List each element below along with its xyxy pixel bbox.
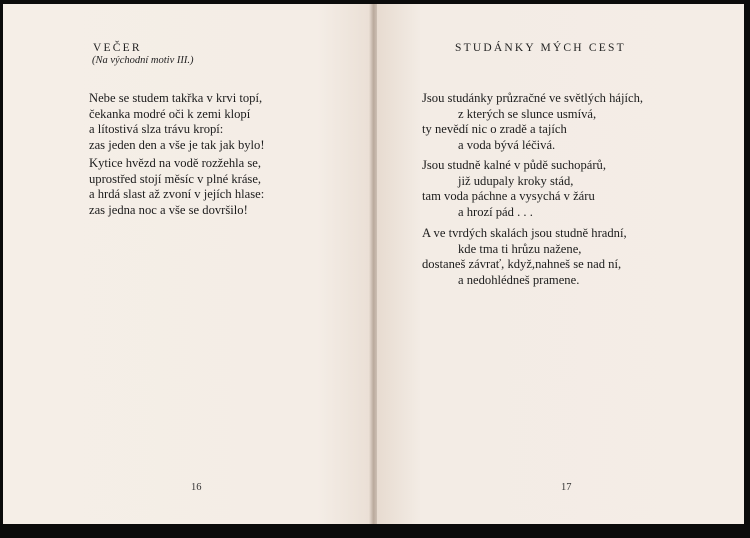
- poem-line: Nebe se studem takřka v krvi topí,: [89, 91, 263, 105]
- right-page: [377, 4, 744, 524]
- left-page: [3, 4, 373, 524]
- stanza: [422, 226, 627, 288]
- poem-line: Jsou studně kalné v půdě suchopárů,: [422, 158, 606, 172]
- page-number: 17: [561, 482, 572, 493]
- poem-line: již udupaly kroky stád,: [458, 173, 574, 188]
- poem-line: a nedohlédneš pramene.: [458, 272, 580, 287]
- poem-line: kde tma ti hrůzu nažene,: [458, 241, 582, 256]
- poem-line: A ve tvrdých skalách jsou studně hradní,: [422, 226, 627, 240]
- poem-subtitle: (Na východní motiv III.): [92, 55, 194, 66]
- poem-line: čekanka modré oči k zemi klopí: [89, 106, 251, 121]
- poem-line: Kytice hvězd na vodě rozžehla se,: [89, 156, 262, 170]
- stanza: [89, 91, 265, 153]
- poem-line: a voda bývá léčivá.: [458, 137, 556, 152]
- stanza: [89, 156, 264, 218]
- poem-line: zas jedna noc a vše se dovršilo!: [89, 202, 248, 217]
- poem-line: zas jeden den a vše je tak jak bylo!: [89, 137, 265, 152]
- poem-line: a hrozí pád . . .: [458, 204, 533, 219]
- stanza: [422, 158, 606, 220]
- poem-line: a lítostivá slza trávu kropí:: [89, 122, 224, 136]
- poem-line: Jsou studánky průzračné ve světlých hájích,: [422, 91, 644, 105]
- poem-line: tam voda páchne a vysychá v žáru: [422, 189, 595, 203]
- page-number: 16: [191, 482, 202, 493]
- book-spread: [3, 4, 744, 524]
- poem-line: uprostřed stojí měsíc v plné kráse,: [89, 171, 262, 186]
- poem-line: a hrdá slast až zvoní v jejích hlase:: [89, 187, 265, 201]
- poem-title: STUDÁNKY MÝCH CEST: [455, 42, 626, 54]
- stanza: [422, 91, 643, 153]
- poem-line: dostaneš závrať, když,nahneš se nad ní,: [422, 257, 622, 271]
- poem-line: ty nevědí nic o zradě a tajích: [422, 122, 567, 136]
- poem-title: VEČER: [93, 42, 142, 54]
- poem-line: z kterých se slunce usmívá,: [458, 106, 597, 121]
